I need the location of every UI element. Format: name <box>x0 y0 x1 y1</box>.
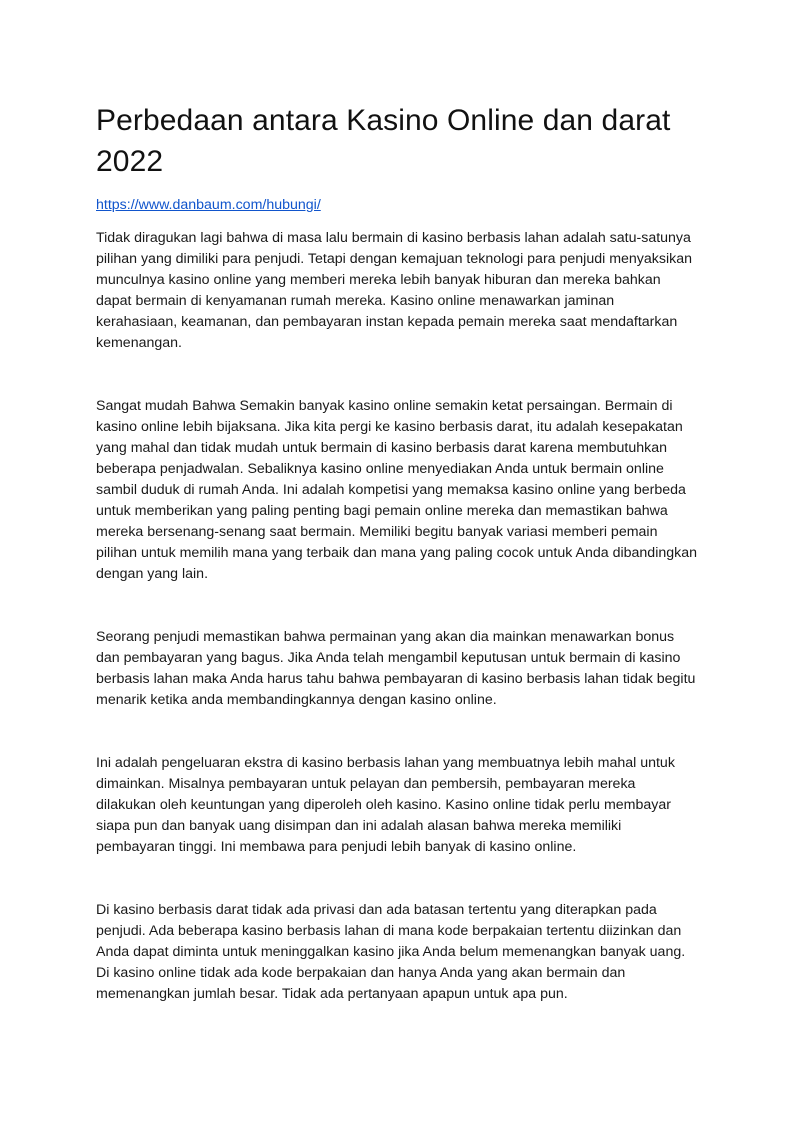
paragraph-1: Tidak diragukan lagi bahwa di masa lalu bermain di kasino berbasis lahan adalah satu-satunya pilihan yang dimiliki para penjudi. Tetapi dengan kemajuan teknologi para penjudi menyaksikan munculnya kasino online yang memberi mereka lebih banyak hiburan dan mereka bahkan dapat bermain di kenyamanan rumah mereka. Kasino online menawarkan jaminan kerahasiaan, keamanan, dan pembayaran instan kepada pemain mereka saat mendaftarkan kemenangan. <box>96 230 692 351</box>
paragraph-3: Seorang penjudi memastikan bahwa permainan yang akan dia mainkan menawarkan bonus dan pembayaran yang bagus. Jika Anda telah mengambil keputusan untuk bermain di kasino berbasis lahan maka Anda harus tahu bahwa pembayaran di kasino berbasis lahan tidak begitu menarik ketika anda membandingkannya dengan kasino online. <box>96 629 696 708</box>
page-title: Perbedaan antara Kasino Online dan darat 2022 <box>96 104 671 178</box>
paragraph-2: Sangat mudah Bahwa Semakin banyak kasino online semakin ketat persaingan. Bermain di kasino online lebih bijaksana. Jika kita pergi ke kasino berbasis darat, itu adalah kesepakatan yang mahal dan tidak mudah untuk bermain di kasino berbasis darat karena membutuhkan beberapa penjadwalan. Sebaliknya kasino online menyediakan Anda untuk bermain online sambil duduk di rumah Anda. Ini adalah kompetisi yang memaksa kasino online yang berbeda untuk memberikan yang paling penting bagi pemain online mereka dan memastikan bahwa mereka bersenang-senang saat bermain. Memiliki begitu banyak variasi memberi pemain pilihan untuk memilih mana yang terbaik dan mana yang paling cocok untuk Anda dibandingkan dengan yang lain. <box>96 398 698 582</box>
document-page <box>96 100 698 1005</box>
paragraph-4: Ini adalah pengeluaran ekstra di kasino berbasis lahan yang membuatnya lebih mahal untuk dimainkan. Misalnya pembayaran untuk pelayan dan pembersih, pembayaran mereka dilakukan oleh keuntungan yang diperoleh oleh kasino. Kasino online tidak perlu membayar siapa pun dan banyak uang disimpan dan ini adalah alasan bahwa mereka memiliki pembayaran tinggi. Ini membawa para penjudi lebih banyak di kasino online. <box>96 755 675 855</box>
hubungi-link[interactable]: https://www.danbaum.com/hubungi/ <box>96 197 321 213</box>
paragraph-5: Di kasino berbasis darat tidak ada privasi dan ada batasan tertentu yang diterapkan pada penjudi. Ada beberapa kasino berbasis lahan di mana kode berpakaian tertentu diizinkan dan Anda dapat diminta untuk meninggalkan kasino jika Anda belum memenangkan banyak uang. Di kasino online tidak ada kode berpakaian dan hanya Anda yang akan bermain dan memenangkan jumlah besar. Tidak ada pertanyaan apapun untuk apa pun. <box>96 902 686 1002</box>
